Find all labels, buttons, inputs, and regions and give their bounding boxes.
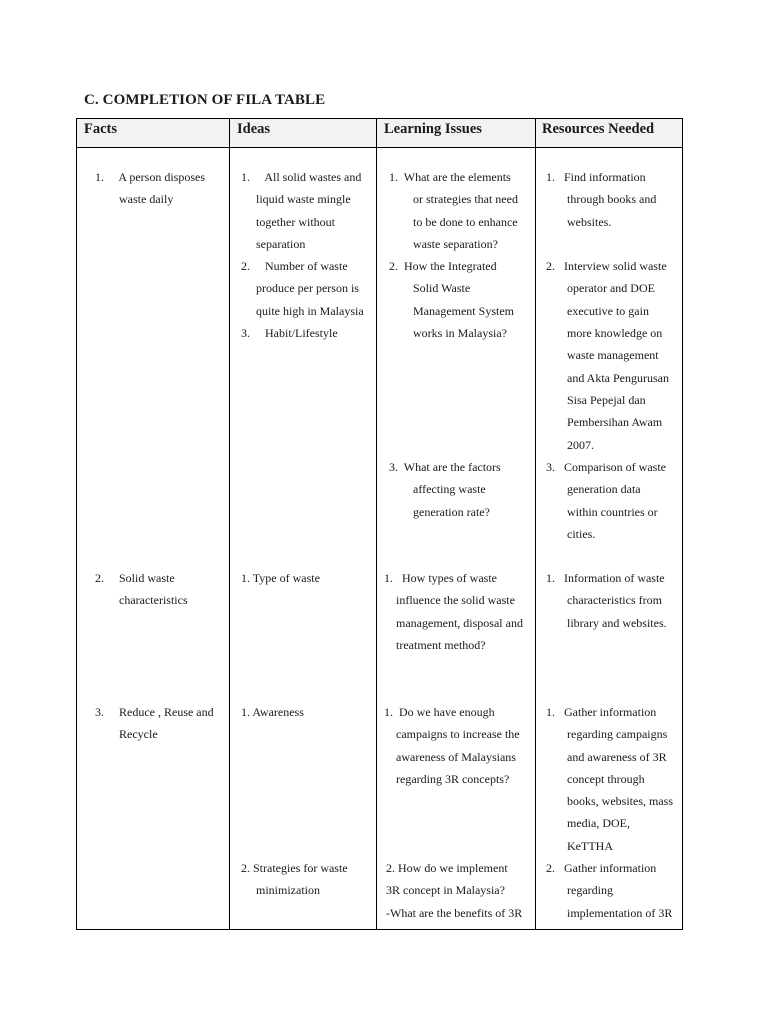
column-divider [376, 118, 377, 930]
cell-text-line: KeTTHA [546, 838, 613, 853]
cell-text-line: produce per person is [241, 281, 359, 296]
cell-text-line: 1. What are the elements [389, 170, 511, 184]
cell-text-line: treatment method? [384, 637, 486, 652]
cell-text-line: waste daily [95, 192, 174, 207]
cell-text-line: awareness of Malaysians [384, 749, 516, 764]
cell-text-line: media, DOE, [546, 816, 630, 831]
cell-text-line: Management System [389, 303, 514, 318]
resources-cell-1b [546, 456, 666, 545]
cell-text-line: works in Malaysia? [389, 326, 507, 341]
cell-text-line: 2. How the Integrated [389, 259, 497, 274]
resources-cell-2 [546, 567, 667, 634]
cell-text-line: regarding [546, 883, 613, 898]
cell-text-line: 3. What are the factors [389, 460, 501, 474]
cell-text-line: 1. Information of waste [546, 571, 665, 585]
header-facts: Facts [84, 121, 118, 137]
cell-text-line: executive to gain [546, 303, 649, 318]
cell-text-line: Pembersihan Awam [546, 415, 663, 430]
cell-text-line: implementation of 3R [546, 905, 673, 920]
cell-text-line: cities. [546, 526, 596, 541]
cell-text-line: through books and [546, 192, 657, 207]
cell-text-line: affecting waste [389, 482, 486, 497]
ideas-cell-3b [241, 857, 348, 902]
cell-text-line: regarding 3R concepts? [384, 771, 510, 786]
column-divider [229, 118, 230, 930]
cell-text-line: -What are the benefits of 3R [386, 905, 523, 920]
cell-text-line: websites. [546, 214, 612, 229]
cell-text-line: 1. Gather information [546, 705, 657, 719]
cell-text-line [546, 233, 669, 255]
learning-cell-3b [386, 857, 522, 924]
cell-text-line: generation data [546, 482, 641, 497]
cell-text-line: books, websites, mass [546, 794, 673, 809]
cell-text-line: 3. Comparison of waste [546, 460, 666, 474]
cell-text-line: management, disposal and [384, 615, 523, 630]
cell-text-line: concept through [546, 771, 645, 786]
cell-text-line: 2. Solid waste [95, 571, 175, 585]
cell-text-line: 1. All solid wastes and [241, 170, 362, 184]
cell-text-line: 1. Awareness [241, 705, 304, 719]
cell-text-line: characteristics [95, 593, 188, 608]
cell-text-line: 1. How types of waste [384, 571, 497, 585]
cell-text-line: library and websites. [546, 615, 667, 630]
cell-text-line: 2. Interview solid waste [546, 259, 667, 274]
cell-text-line: more knowledge on [546, 326, 663, 341]
facts-cell-1 [95, 166, 205, 211]
learning-cell-1b [389, 456, 501, 523]
cell-text-line: waste separation? [389, 236, 498, 251]
cell-text-line: 2. Number of waste [241, 259, 348, 274]
learning-cell-2 [384, 567, 523, 656]
learning-cell-3 [384, 701, 520, 790]
ideas-cell-1 [241, 166, 364, 344]
resources-cell-3b [546, 857, 672, 924]
page-title: C. COMPLETION OF FILA TABLE [84, 92, 326, 108]
cell-text-line: 1. Find information [546, 170, 646, 184]
cell-text-line: 2. Gather information [546, 861, 657, 875]
cell-text-line: 1. Type of waste [241, 571, 320, 585]
cell-text-line: influence the solid waste [384, 593, 515, 608]
column-divider [535, 118, 536, 930]
cell-text-line: 2. How do we implement [386, 861, 508, 875]
cell-text-line: together without [241, 214, 335, 229]
cell-text-line: regarding campaigns [546, 727, 668, 742]
cell-text-line: minimization [241, 883, 320, 898]
cell-text-line: 3R concept in Malaysia? [386, 883, 505, 898]
cell-text-line: operator and DOE [546, 281, 655, 296]
ideas-cell-2 [241, 567, 320, 589]
resources-cell-1 [546, 166, 669, 456]
cell-text-line: separation [241, 236, 306, 251]
ideas-cell-3 [241, 701, 304, 723]
header-learning-issues: Learning Issues [384, 121, 482, 137]
learning-cell-1 [389, 166, 518, 344]
cell-text-line: and awareness of 3R [546, 749, 667, 764]
cell-text-line: to be done to enhance [389, 214, 518, 229]
cell-text-line: Sisa Pepejal dan [546, 392, 646, 407]
cell-text-line: Solid Waste [389, 281, 471, 296]
cell-text-line: characteristics from [546, 593, 662, 608]
header-ideas: Ideas [237, 121, 271, 137]
cell-text-line: quite high in Malaysia [241, 303, 364, 318]
cell-text-line: 3. Habit/Lifestyle [241, 326, 338, 341]
facts-cell-2 [95, 567, 188, 612]
cell-text-line: 1. A person disposes [95, 170, 206, 184]
cell-text-line: generation rate? [389, 504, 490, 519]
cell-text-line: Recycle [95, 727, 158, 742]
cell-text-line: and Akta Pengurusan [546, 370, 669, 385]
cell-text-line: waste management [546, 348, 659, 363]
facts-cell-3 [95, 701, 214, 746]
header-resources-needed: Resources Needed [542, 121, 655, 137]
cell-text-line: 3. Reduce , Reuse and [95, 705, 214, 719]
cell-text-line: within countries or [546, 504, 658, 519]
cell-text-line: 1. Do we have enough [384, 705, 495, 719]
cell-text-line: liquid waste mingle [241, 192, 351, 207]
cell-text-line: 2007. [546, 437, 594, 452]
resources-cell-3 [546, 701, 673, 857]
cell-text-line: 2. Strategies for waste [241, 861, 348, 875]
cell-text-line: or strategies that need [389, 192, 518, 207]
cell-text-line: campaigns to increase the [384, 727, 520, 742]
